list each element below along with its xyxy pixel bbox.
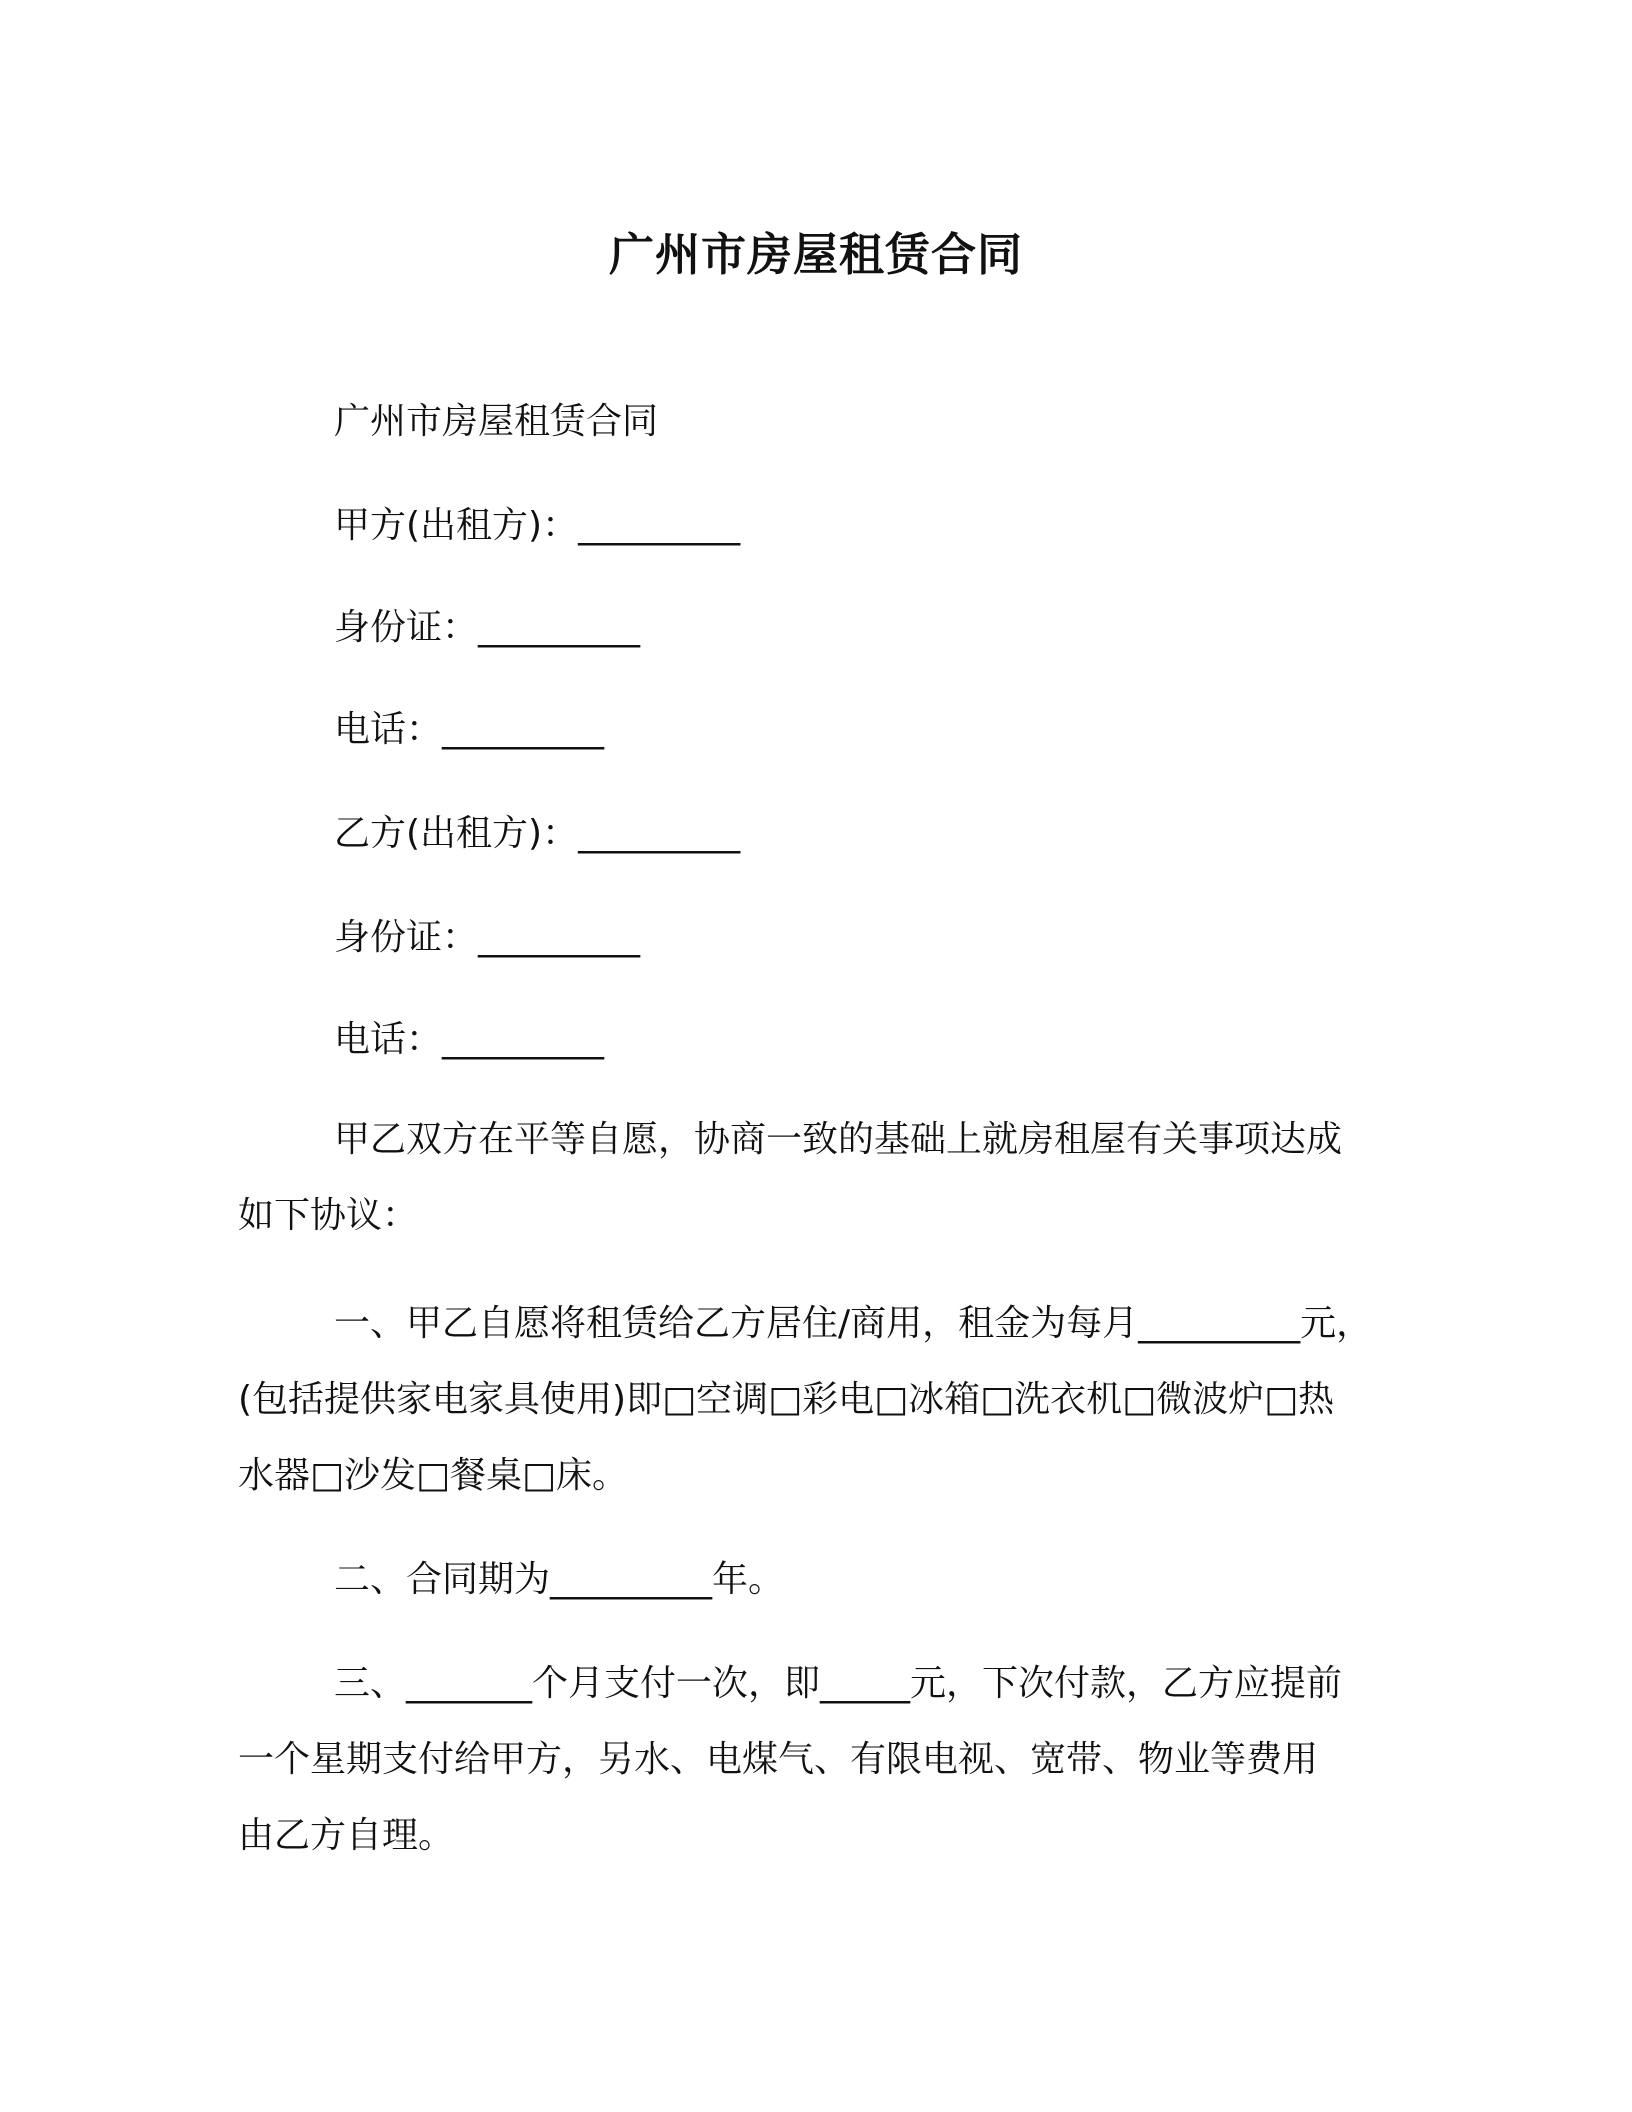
party-b-id: 身份证：_________ bbox=[334, 917, 641, 958]
intro-paragraph bbox=[238, 1102, 1398, 1254]
clause-2-paragraph bbox=[238, 1542, 1398, 1618]
party-b-name: 乙方(出租方)：_________ bbox=[334, 813, 741, 854]
intro-line: 甲乙双方在平等自愿，协商一致的基础上就房租屋有关事项达成 bbox=[334, 1119, 1343, 1160]
party-a-phone: 电话：_________ bbox=[334, 709, 605, 750]
clause-3-line: 一个星期支付给甲方，另水、电煤气、有限电视、宽带、物业等费用 bbox=[238, 1739, 1319, 1780]
clause-2-line: 二、合同期为_________年。 bbox=[334, 1559, 785, 1600]
party-a-id: 身份证：_________ bbox=[334, 607, 641, 648]
clause-1-paragraph bbox=[238, 1286, 1398, 1514]
party-a-name: 甲方(出租方)：_________ bbox=[334, 505, 741, 546]
subtitle: 广州市房屋租赁合同 bbox=[334, 401, 659, 442]
clause-1-line: 一、甲乙自愿将租赁给乙方居住/商用，租金为每月_________元， bbox=[334, 1303, 1373, 1344]
clause-3-line: 三、_______个月支付一次，即_____元，下次付款，乙方应提前 bbox=[334, 1663, 1343, 1704]
clause-1-line: (包括提供家电家具使用)即□空调□彩电□冰箱□洗衣机□微波炉□热 bbox=[238, 1379, 1335, 1420]
clause-1-line: 水器□沙发□餐桌□床。 bbox=[238, 1455, 629, 1496]
clause-3-line: 由乙方自理。 bbox=[238, 1815, 455, 1856]
clause-3-paragraph bbox=[238, 1646, 1398, 1874]
party-b-phone: 电话：_________ bbox=[334, 1019, 605, 1060]
intro-line: 如下协议： bbox=[238, 1195, 419, 1236]
document-title: 广州市房屋租赁合同 bbox=[608, 228, 1023, 281]
